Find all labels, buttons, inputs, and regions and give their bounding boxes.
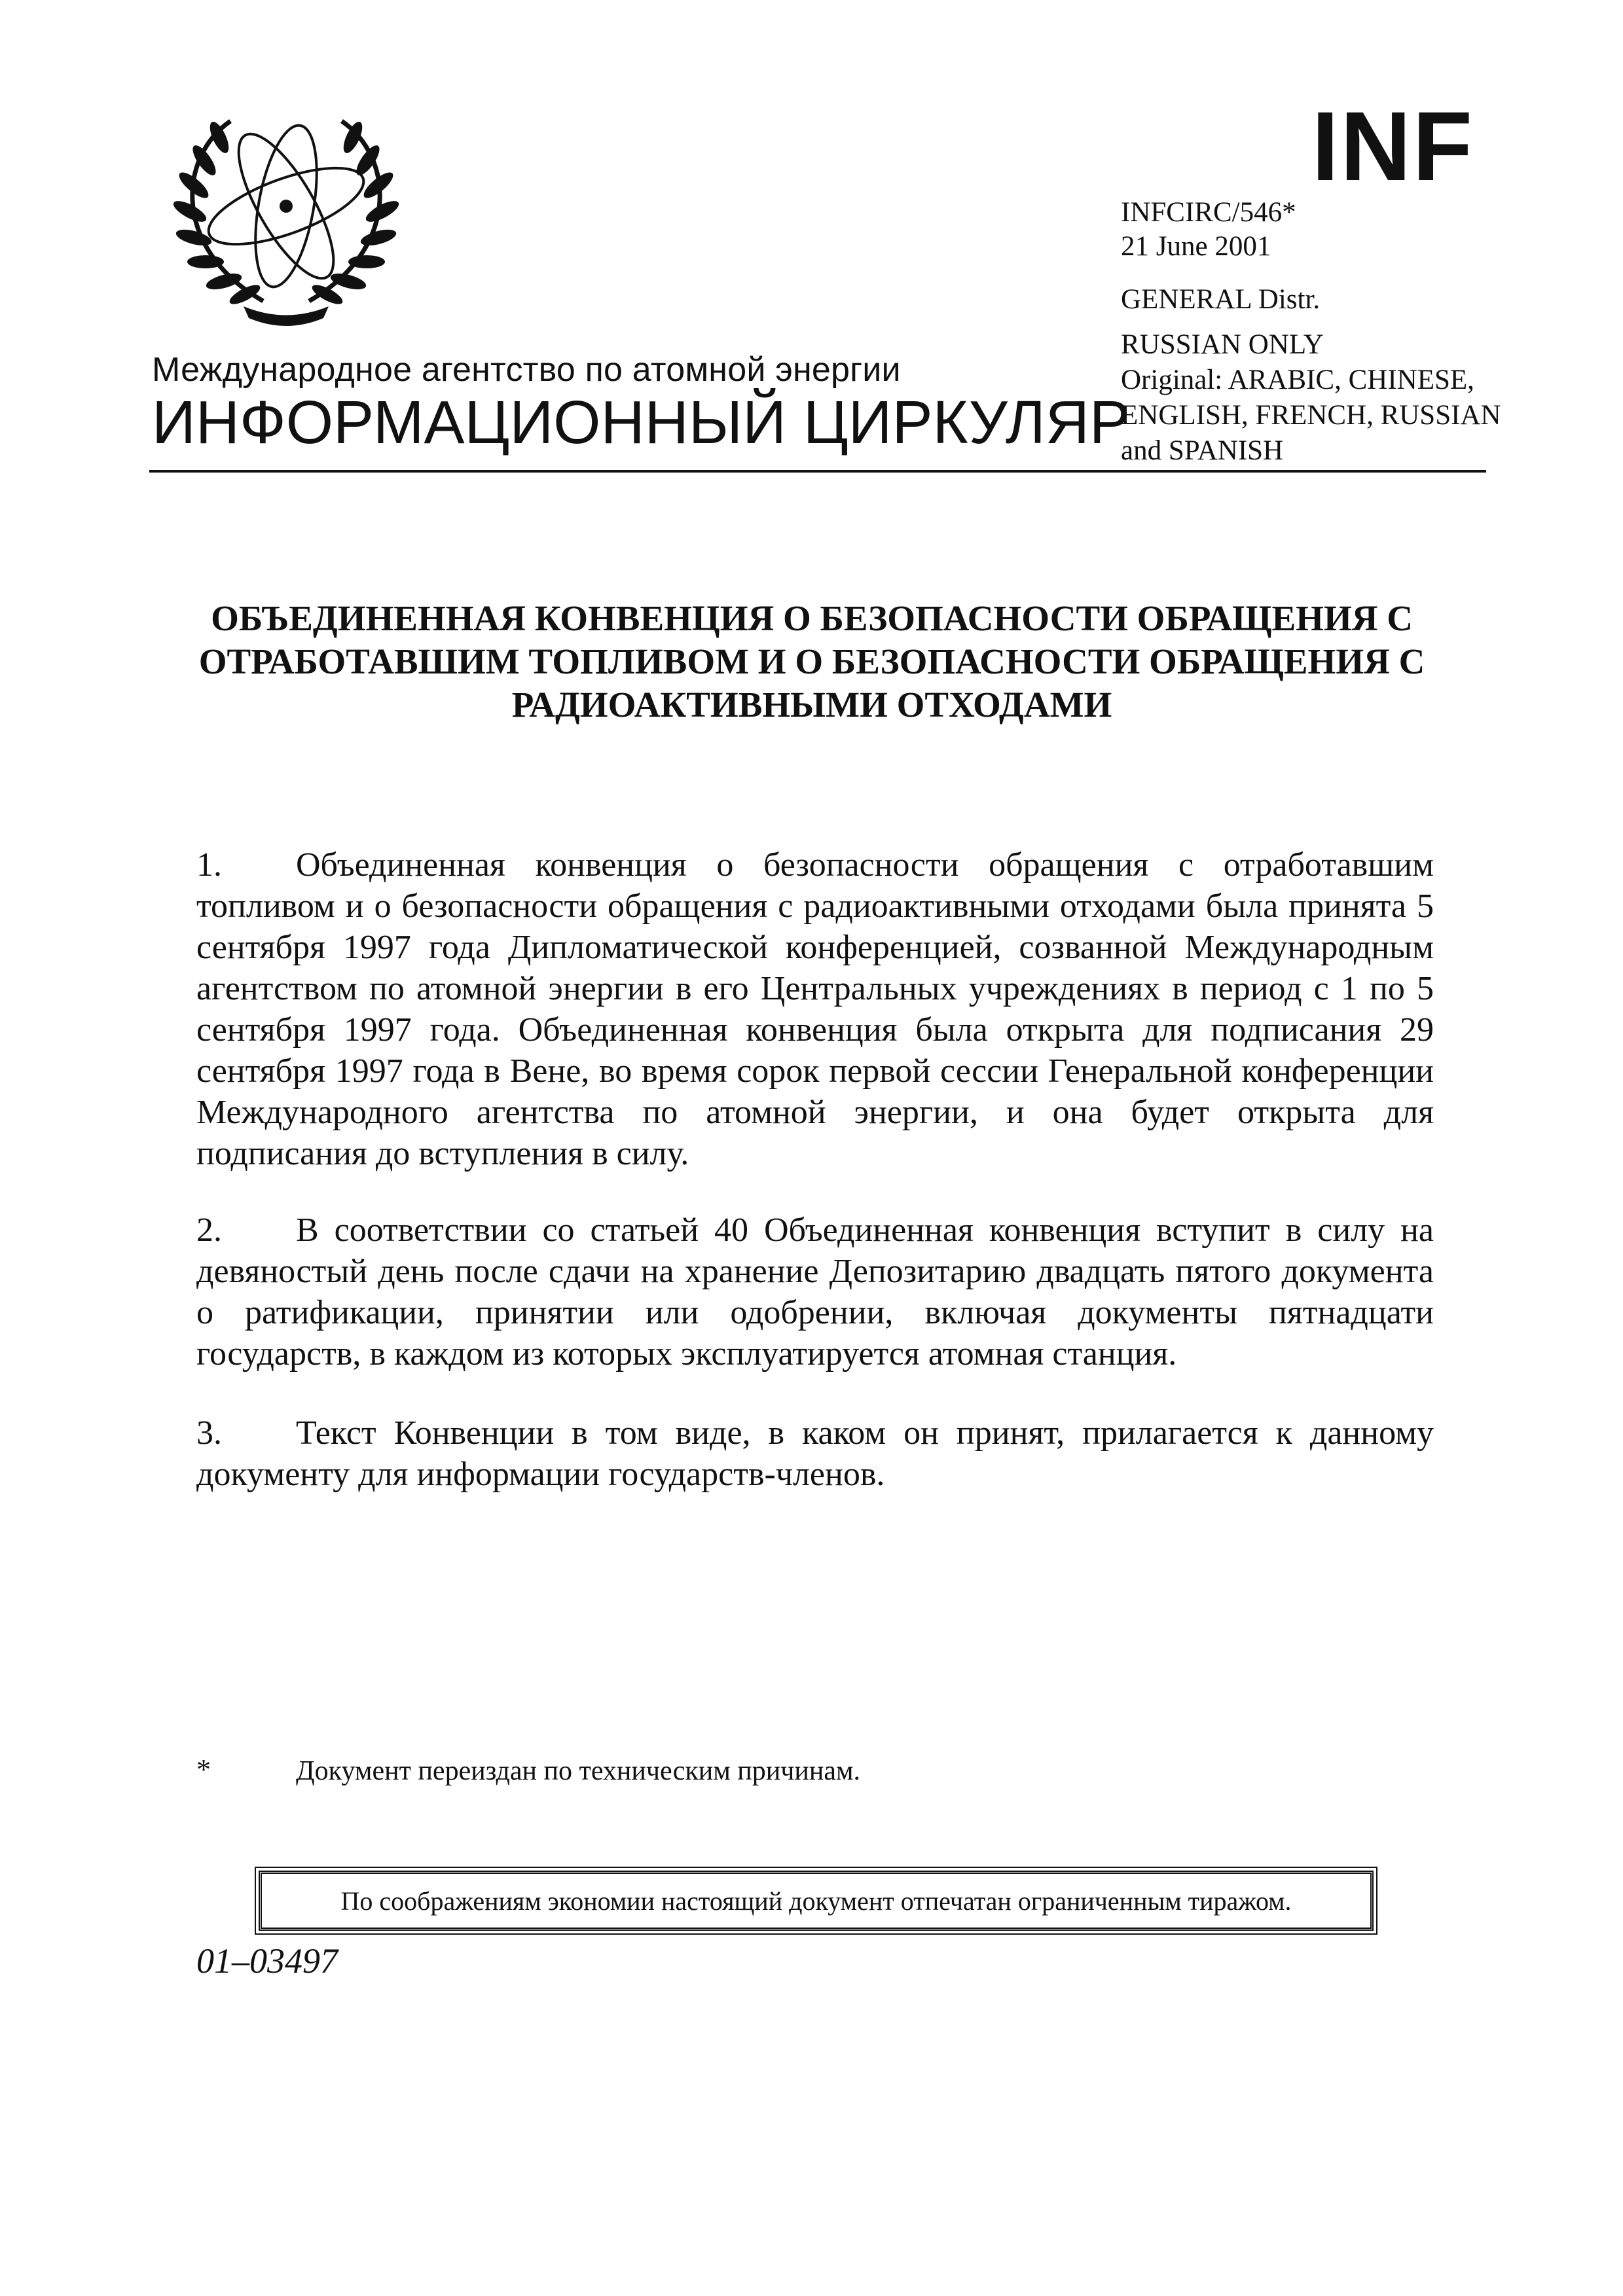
distribution: GENERAL Distr. [1121,284,1321,315]
iaea-emblem-icon [152,98,420,334]
agency-name: Международное агентство по атомной энергии [152,351,901,389]
paragraph-3 [196,1412,1434,1495]
paragraph-number: 3. [196,1414,222,1452]
paragraph-text: Объединенная конвенция о безопасности обращения с отработавшим топливом и о безопасности обращения с радиоактивными отходами была принята 5 сентября 1997 года Дипломатической конференцией, созванной Международным агентством по атомной энергии в его Центральных учреждениях в период с 1 по 5 сентября 1997 года. Объединенная конвенция была открыта для подписания 29 сентября 1997 года в Вене, во время сорок первой сессии Генеральной конференции Международного агентства по атомной энергии, и она будет открыта для подписания до вступления в силу. [196,846,1434,1172]
header-rule [149,470,1486,473]
footnote-text: Документ переиздан по техническим причинам. [296,1756,861,1786]
paragraph-number: 1. [196,846,222,884]
economy-notice-box [259,1871,1374,1931]
document-number: 01–03497 [196,1941,338,1981]
paragraph-number: 2. [196,1211,222,1249]
document-reference: INFCIRC/546* [1121,197,1296,228]
paragraph-text: Текст Конвенции в том виде, в каком он принят, прилагается к данному документу для информации государств-членов. [196,1414,1434,1493]
language-note: RUSSIAN ONLY [1121,329,1324,360]
paragraph-1 [196,844,1434,1174]
circular-title: ИНФОРМАЦИОННЫЙ ЦИРКУЛЯР [152,388,1130,456]
paragraph-text: В соответствии со статьей 40 Объединенная конвенция вступит в силу на девяностый день после сдачи на хранение Депозитарию двадцать пятого документа о ратификации, принятии или одобрении, включая документы пятнадцати государств, в каждом из которых эксплуатируется атомная станция. [196,1211,1434,1372]
inf-label: INF [1311,91,1474,201]
paragraph-2 [196,1210,1434,1374]
footnote-marker: * [196,1753,211,1785]
economy-notice-text: По соображениям экономии настоящий документ отпечатан ограниченным тиражом. [340,1886,1292,1916]
original-languages: Original: ARABIC, CHINESE, ENGLISH, FRENCH, RUSSIAN and SPANISH [1121,365,1501,466]
document-date: 21 June 2001 [1121,231,1271,262]
document-title: ОБЪЕДИНЕННАЯ КОНВЕНЦИЯ О БЕЗОПАСНОСТИ ОБРАЩЕНИЯ С ОТРАБОТАВШИМ ТОПЛИВОМ И О БЕЗОПАСНОСТИ ОБРАЩЕНИЯ С РАДИОАКТИВНЫМИ ОТХОДАМИ [198,598,1425,725]
